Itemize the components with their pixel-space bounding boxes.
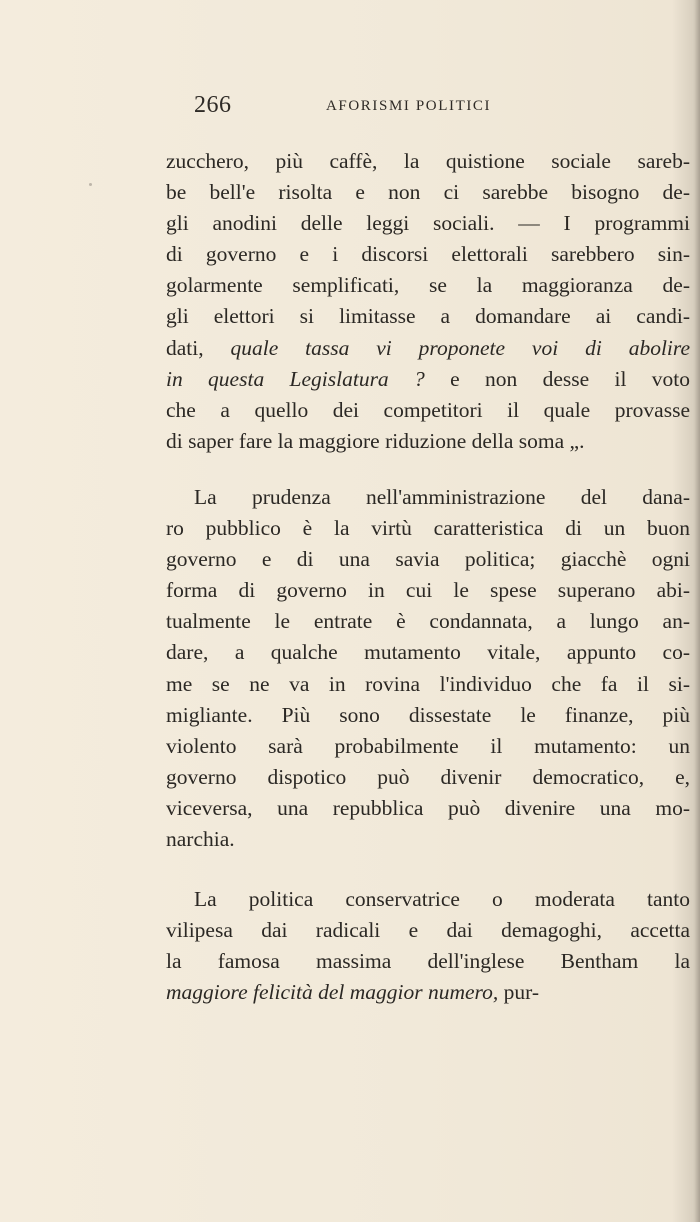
italic-text: in questa Legislatura ? [166, 366, 425, 391]
text-span: gli elettori si limitasse a domandare ai candi- [166, 304, 690, 329]
text-span: viceversa, una repubblica può divenire una mo- [166, 795, 690, 820]
text-line [166, 915, 690, 946]
paragraph-3 [166, 884, 690, 1008]
text-line [166, 270, 690, 301]
text-span: gli anodini delle leggi sociali. — I programmi [166, 211, 690, 236]
text-line [166, 700, 690, 731]
text-span: migliante. Più sono dissestate le finanze, più [166, 702, 690, 727]
text-line [166, 513, 690, 544]
text-line [166, 946, 690, 977]
text-span: che a quello dei competitori il quale provasse [166, 397, 690, 422]
text-span: governo e di una savia politica; giacchè ogni [166, 547, 690, 572]
text-line [166, 731, 690, 762]
text-line [166, 793, 690, 824]
italic-text: quale tassa vi proponete voi di abolire [230, 335, 690, 360]
text-span: la famosa massima dell'inglese Bentham la [166, 949, 690, 974]
text-span: golarmente semplificati, se la maggioranza de- [166, 273, 690, 298]
text-span: tualmente le entrate è condannata, a lungo an- [166, 609, 690, 634]
text-span: ro pubblico è la virtù caratteristica di un buon [166, 516, 690, 541]
text-line [166, 239, 690, 270]
paragraph-1 [166, 146, 690, 457]
text-line [166, 637, 690, 668]
text-span: vilipesa dai radicali e dai demagoghi, accetta [166, 918, 690, 943]
text-line [166, 977, 690, 1008]
text-span: La prudenza nell'amministrazione del dana- [194, 485, 690, 509]
text-span: e non desse il voto [424, 366, 690, 391]
text-line [166, 333, 690, 364]
text-line [166, 544, 690, 575]
paragraph-2 [166, 482, 690, 855]
text-line [166, 208, 690, 239]
page-header [194, 92, 634, 126]
text-line [166, 762, 690, 793]
text-line [166, 395, 690, 426]
paper-speck [89, 183, 92, 186]
text-line [166, 177, 690, 208]
text-span: zucchero, più caffè, la quistione sociale sareb- [166, 149, 690, 173]
text-line [166, 606, 690, 637]
text-span: governo dispotico può divenir democratico, e, [166, 764, 690, 789]
text-line [166, 301, 690, 332]
italic-text: maggiore felicità del maggior numero, [166, 980, 499, 1005]
running-title: AFORISMI POLITICI [326, 98, 492, 114]
text-line [166, 575, 690, 606]
text-span: violento sarà probabilmente il mutamento: un [166, 733, 690, 758]
text-span: be bell'e risolta e non ci sarebbe bisogno de- [166, 180, 690, 205]
page-edge [694, 0, 700, 1222]
text-line [166, 884, 690, 915]
text-line [166, 426, 690, 457]
text-line [166, 824, 690, 855]
text-span: narchia. [166, 827, 235, 852]
text-span: di governo e i discorsi elettorali sarebbero sin- [166, 242, 690, 267]
text-span: La politica conservatrice o moderata tanto [194, 887, 690, 911]
text-span: dati, [166, 335, 231, 360]
text-span: dare, a qualche mutamento vitale, appunto co- [166, 640, 690, 665]
text-line [166, 364, 690, 395]
text-line [166, 669, 690, 700]
page-number: 266 [194, 92, 232, 118]
text-line [166, 146, 690, 177]
text-span: forma di governo in cui le spese superano abi- [166, 578, 690, 603]
text-span: pur- [498, 980, 539, 1005]
text-span: di saper fare la maggiore riduzione della soma „. [166, 428, 585, 453]
text-span: me se ne va in rovina l'individuo che fa il si- [166, 671, 690, 696]
text-line [166, 482, 690, 513]
